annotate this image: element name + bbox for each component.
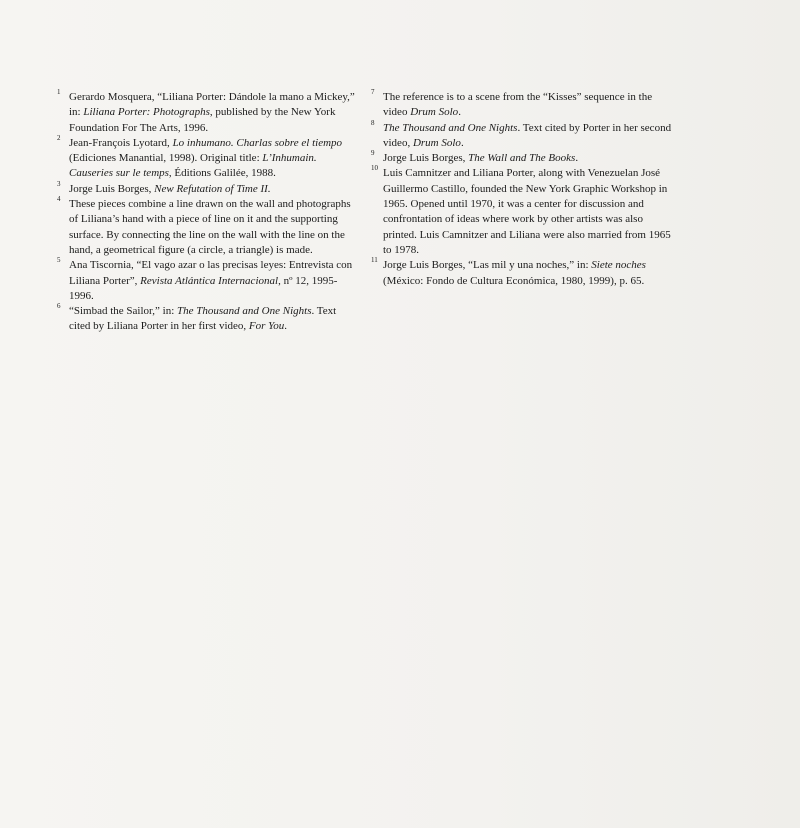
notes-column-right [372, 90, 672, 289]
footnote [58, 197, 358, 258]
footnote-text: The Thousand and One Nights. Text cited by Porter in her second video, Drum Solo. [383, 121, 672, 149]
footnote-number: 1 [57, 88, 61, 96]
footnote [371, 118, 672, 152]
footnote-text: Ana Tiscornia, “El vago azar o las precisas leyes: Entrevista con Liliana Porter”, Revista Atlántica Internacional, nº 12, 1995-1996. [69, 259, 353, 302]
footnote [58, 258, 358, 304]
footnote-number: 2 [57, 133, 61, 142]
footnote [58, 304, 358, 335]
footnote [372, 166, 672, 258]
footnote [372, 151, 672, 166]
footnote-number: 10 [371, 164, 378, 173]
footnote-number: 4 [57, 195, 61, 204]
footnote-number: 11 [371, 256, 378, 265]
footnote [372, 258, 672, 289]
footnote-text: The reference is to a scene from the “Kisses” sequence in the video Drum Solo. [383, 91, 653, 119]
footnote-text: Jorge Luis Borges, New Refutation of Time II. [69, 182, 271, 195]
footnote-text: Jean-François Lyotard, Lo inhumano. Charlas sobre el tiempo (Ediciones Manantial, 1998). Original title: L’Inhumain. Causeries sur le temps, Éditions Galilée, 1988. [69, 136, 343, 180]
footnote-number: 6 [57, 302, 61, 311]
footnote [57, 133, 358, 182]
footnote [58, 90, 358, 136]
footnote-text: Gerardo Mosquera, “Liliana Porter: Dándole la mano a Mickey,” in: Liliana Porter: Photographs, published by the New York Foundation For The Arts, 1996. [69, 91, 355, 134]
footnote-number: 8 [371, 118, 375, 127]
footnote-text: Jorge Luis Borges, “Las mil y una noches,” in: Siete noches (México: Fondo de Cultura Económica, 1980, 1999), p. 65. [383, 259, 646, 287]
footnote-text: These pieces combine a line drawn on the wall and photographs of Liliana’s hand with a piece of line on it and the supporting surface. By connecting the line on the wall with the line on the hand, a geometrical figure (a circle, a triangle) is made. [69, 198, 351, 256]
footnote-text: Luis Camnitzer and Liliana Porter, along with Venezuelan José Guillermo Castillo, founded the New York Graphic Workshop in 1965. Opened until 1970, it was a center for discussion and confrontation of ideas where work by other artists was also printed. Luis Camnitzer and Liliana were also married from 1965 to 1978. [383, 167, 671, 256]
footnote-number: 5 [57, 256, 61, 265]
footnote [372, 90, 672, 121]
footnote-number: 7 [371, 88, 375, 96]
footnote-text: Jorge Luis Borges, The Wall and The Books. [383, 152, 579, 165]
notes-column-left [58, 90, 358, 335]
footnote-number: 9 [371, 149, 375, 158]
footnote-text: “Simbad the Sailor,” in: The Thousand and One Nights. Text cited by Liliana Porter in her first video, For You. [69, 305, 337, 333]
footnote-number: 3 [57, 179, 61, 188]
footnote [57, 179, 358, 197]
